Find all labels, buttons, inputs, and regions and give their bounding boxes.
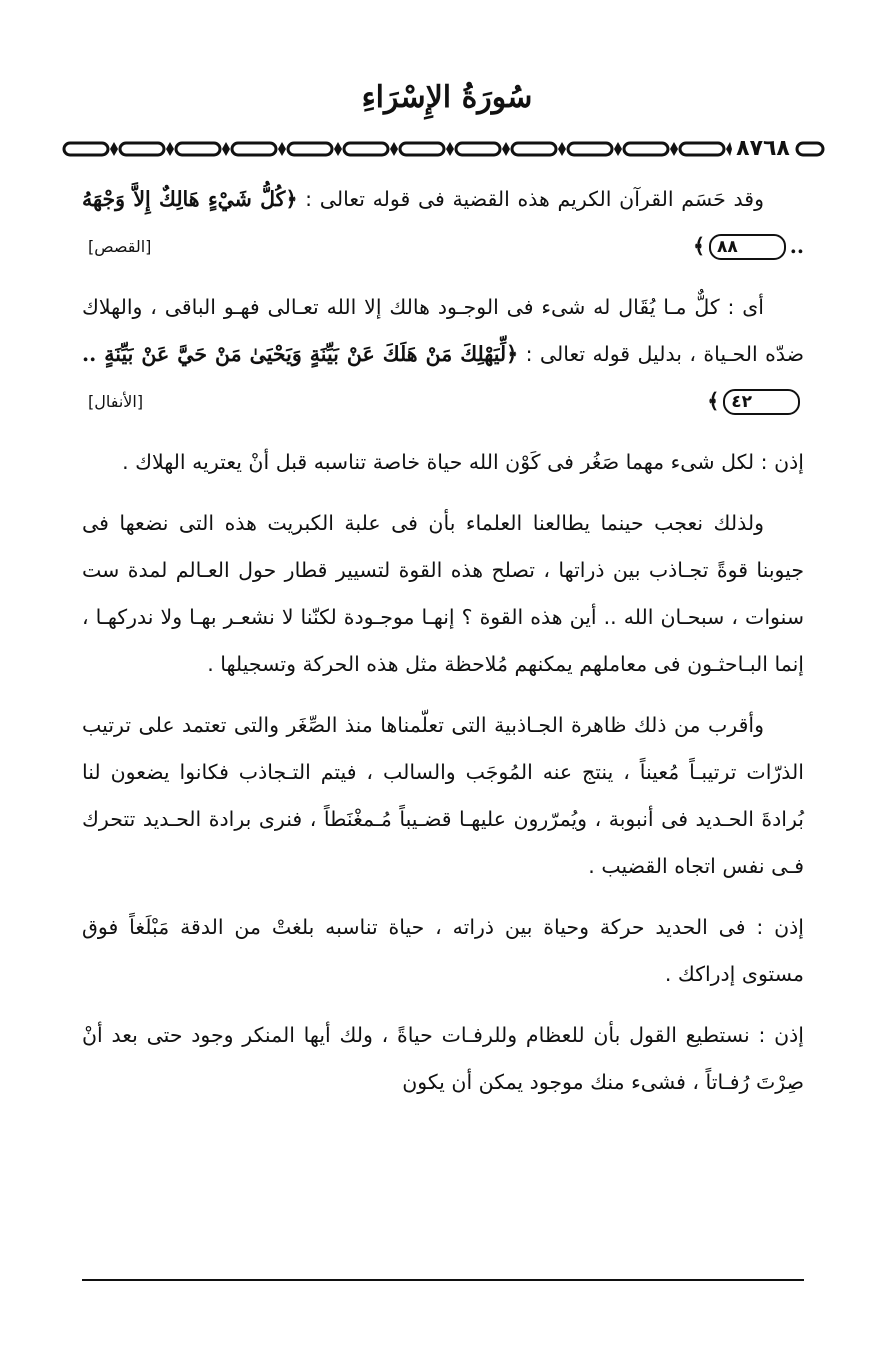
ornate-bracket-open: ﴿ (506, 342, 519, 366)
decorative-chain-border (60, 134, 732, 164)
quran-quote: كُلُّ شَيْءٍ هَالِكٌ إِلاَّ وَجْهَهُ .. (82, 187, 804, 258)
paragraph-text: أى : كلٌّ مـا يُقَال له شىء فى الوجـود هالك إلا الله تعـالى فهـو الباقى ، والهلاك ضدّه الحـياة ، بدليل قوله تعالى : (82, 295, 804, 366)
ayah-number: ٤٢ (723, 389, 800, 415)
ornate-bracket-close: ﴾ (707, 389, 720, 413)
paragraph: إذن : فى الحديد حركة وحياة بين ذراته ، حياة تناسبه بلغتْ من الدقة مَبْلَغاً فوق مستوى إدراكك . (82, 915, 804, 986)
paragraph-verse-2 (82, 284, 804, 425)
page-number: ٨٧٦٨ (736, 136, 790, 161)
paragraph-text: وقد حَسَم القرآن الكريم هذه القضية فى قوله تعالى : (297, 187, 764, 211)
surah-title: سُورَةُ الإِسْرَاءِ (361, 80, 533, 115)
ayah-number: ٨٨ (709, 234, 786, 260)
paragraph: إذن : لكل شىء مهما صَغُر فى كَوْن الله حياة خاصة تناسبه قبل أنْ يعتريه الهلاك . (122, 450, 804, 474)
paragraph: وأقرب من ذلك ظاهرة الجـاذبية التى تعلّمناها منذ الصِّغَر والتى تعتمد على ترتيب الذرّات ترتيبـاً مُعيناً ، ينتج عنه المُوجَب والسالب ، فيتم التـجاذب فكانوا يضعون لنا بُرادةَ الحـديد فى أنبوبة ، ويُمرّرون عليهـا قضـيباً مُـمغْنَطاً ، فنرى برادة الحـديد تتحرك فـى نفس اتجاه القضيب . (82, 713, 804, 878)
surah-reference: [القصص] (88, 237, 152, 256)
ornate-bracket-open: ﴿ (285, 187, 298, 211)
surah-reference: [الأنفال] (88, 392, 144, 411)
footer-divider (82, 1279, 804, 1281)
paragraph: إذن : نستطيع القول بأن للعظام وللرفـات حياةً ، ولك أيها المنكر وجود حتى بعد أنْ صِرْتَ رُفـاتاً ، فشىء منك موجود يمكن أن يكون (82, 1023, 804, 1094)
decorative-chain-end (795, 134, 825, 164)
paragraph: ولذلك نعجب حينما يطالعنا العلماء بأن فى علبة الكبريت هذه التى نضعها فى جيوبنا قوةً تجـاذب بين ذراتها ، تصلح هذه القوة لتسيير قطار حول العـالم لمدة ست سنوات ، سبحـان الله .. أين هذه القوة ؟ إنهـا موجـودة لكنّنا لا نشعـر بهـا ولا ندركهـا ، إنما البـاحثـون فى معاملهم يمكنهم مُلاحظة مثل هذه الحركة وتسجيلها . (82, 511, 804, 676)
ornate-bracket-close: ﴾ (692, 234, 705, 258)
paragraph-verse-1 (82, 176, 804, 270)
page-body (82, 176, 804, 1120)
quran-quote: لِّيَهْلِكَ مَنْ هَلَكَ عَنْ بَيِّنَةٍ وَيَحْيَىٰ مَنْ حَيَّ عَنْ بَيِّنَةٍ .. (82, 342, 507, 366)
